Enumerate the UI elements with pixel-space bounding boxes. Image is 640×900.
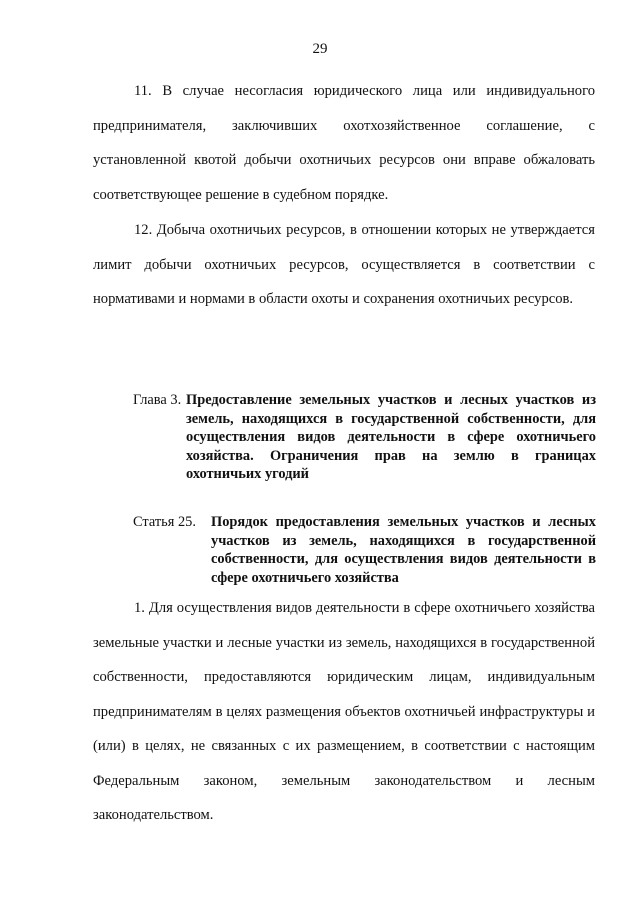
article-label: Статья 25. bbox=[133, 514, 196, 530]
page-number: 29 bbox=[312, 41, 328, 57]
paragraph-block bbox=[93, 213, 595, 317]
article-title: Порядок предоставления земельных участков и лесных участков из земель, находящихся в государственной собственности, для осуществления видов деятельности в сфере охотничьего хозяйства bbox=[211, 514, 596, 586]
chapter-heading bbox=[133, 391, 596, 491]
chapter-label: Глава 3. bbox=[133, 392, 182, 408]
paragraph-item-11: 11. В случае несогласия юридического лица или индивидуального предпринимателя, заключивших охотхозяйственное соглашение, с установленной квотой добычи охотничьих ресурсов они вправе обжаловать соответствующее решение в судебном порядке. bbox=[93, 83, 595, 203]
paragraph-block bbox=[93, 74, 595, 212]
chapter-title: Предоставление земельных участков и лесных участков из земель, находящихся в государственной собственности, для осуществления видов деятельности в сфере охотничьего хозяйства. Ограничения прав на землю в границах охотничьих угодий bbox=[186, 392, 596, 482]
paragraph-block bbox=[93, 591, 595, 833]
article-heading bbox=[133, 513, 596, 593]
paragraph-item-1: 1. Для осуществления видов деятельности в сфере охотничьего хозяйства земельные участки и лесные участки из земель, находящихся в государственной собственности, предоставляются юридическим лицам, индивидуальным предпринимателям в целях размещения объектов охотничьей инфраструктуры и (или) в целях, не связанных с их размещением, в соответствии с настоящим Федеральным законом, земельным законодательством и лесным законодательством. bbox=[93, 600, 595, 823]
paragraph-item-12: 12. Добыча охотничьих ресурсов, в отношении которых не утверждается лимит добычи охотничьих ресурсов, осуществляется в соответствии с нормативами и нормами в области охоты и сохранения охотничьих ресурсов. bbox=[93, 222, 595, 307]
